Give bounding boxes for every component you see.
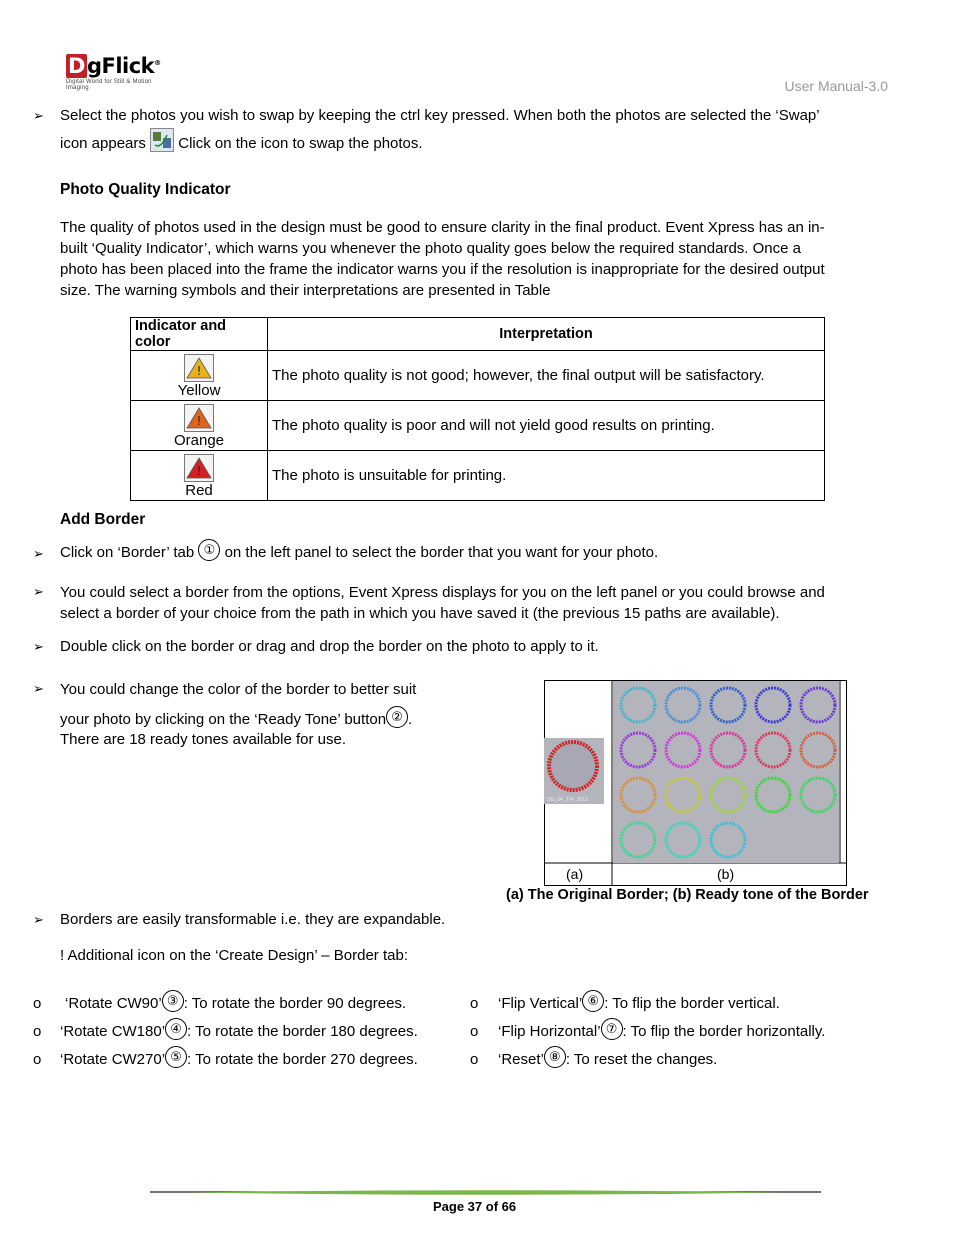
border-bullet-2: You could select a border from the options, Event Xpress displays for you on the left panel or you could browse and select a border of your choice from the path in which you have saved it (the previous 15 paths are available). [60,584,825,622]
red-warning-icon [184,454,214,482]
manual-version: User Manual-3.0 [784,78,888,94]
page-number: Page 37 of 66 [433,1199,517,1214]
bullet-icon: ➢ [33,639,44,654]
icon-list-right [470,990,890,1074]
bullet-icon: ➢ [33,681,44,696]
border-figure [544,680,847,884]
swap-line2: icon appears Click on the icon to swap the photos. [60,128,423,152]
icon-list-left [33,990,453,1074]
ready-tone-panel [613,681,839,863]
additional-icon-note: ! Additional icon on the ‘Create Design’ – Border tab: [60,947,408,964]
quality-paragraph: The quality of photos used in the design must be good to ensure clarity in the final product. Event Xpress has an in- built ‘Quality Indicator’, which warns you whenever the photo quality goes below the required standards. Once a photo has been placed into the frame the indicator warns you if the resolution is inappropriate for the desired output size. The warning symbols and their interpretations are presented in Table [60,219,825,299]
callout-2-icon: ② [386,706,408,728]
table-row [131,401,825,451]
bullet-icon: ➢ [33,912,44,927]
callout-4-icon: ④ [165,1018,187,1040]
figure-caption: (a) The Original Border; (b) Ready tone of the Border [506,887,869,903]
yellow-warning-icon [184,354,214,382]
quality-heading: Photo Quality Indicator [60,181,231,198]
bullet-icon: ➢ [33,546,44,561]
figure-label-b: (b) [717,866,735,882]
callout-5-icon: ⑤ [165,1046,187,1068]
indicator-color-name: Red [185,482,213,499]
table-col-indicator: Indicator and color [131,318,268,351]
list-item: o ‘Rotate CW180’ ④ : To rotate the border 180 degrees. [33,1018,453,1046]
callout-3-icon: ③ [162,990,184,1012]
callout-7-icon: ⑦ [601,1018,623,1040]
dgflick-logo: DgFlick® Digital World for Still & Motion Imaging [66,54,176,94]
border-bullet-4: You could change the color of the border to better suit your photo by clicking on the ‘Ready Tone’ button ② . There are 18 ready tones available for use. [60,681,417,748]
border-heading: Add Border [60,511,146,528]
swap-icon [150,128,174,152]
bullet-icon: ➢ [33,108,44,123]
interpretation-text: The photo is unsuitable for printing. [268,451,825,501]
interpretation-text: The photo quality is poor and will not yield good results on printing. [268,401,825,451]
thumb-caption: DG_04_274_1015 [547,797,588,803]
logo-tagline: Digital World for Still & Motion Imaging [66,79,152,91]
border-bullet-5: Borders are easily transformable i.e. they are expandable. [60,911,446,928]
quality-table [130,317,825,501]
swap-line1: Select the photos you wish to swap by keeping the ctrl key pressed. When both the photos are selected the ‘Swap’ [60,107,820,124]
svg-text:!: ! [196,464,202,478]
table-col-interpretation: Interpretation [268,318,825,351]
table-header-row [131,318,825,351]
callout-1-icon: ① [198,539,220,561]
orange-warning-icon [184,404,214,432]
svg-text:!: ! [196,414,202,428]
original-border-ring [549,742,597,790]
figure-label-a: (a) [566,866,584,882]
callout-8-icon: ⑧ [544,1046,566,1068]
border-bullet-3: Double click on the border or drag and drop the border on the photo to apply to it. [60,638,599,655]
list-item: o ‘Flip Vertical’ ⑥ : To flip the border vertical. [470,990,890,1018]
list-item: o ‘Flip Horizontal’ ⑦ : To flip the border horizontally. [470,1018,890,1046]
list-item: o ‘Rotate CW270’ ⑤ : To rotate the border 270 degrees. [33,1046,453,1074]
list-item: o ‘Rotate CW90’ ③ : To rotate the border 90 degrees. [33,990,453,1018]
svg-text:!: ! [196,364,202,378]
list-item: o ‘Reset’ ⑧ : To reset the changes. [470,1046,890,1074]
indicator-color-name: Yellow [177,382,221,399]
footer-divider [150,1189,821,1196]
table-row [131,351,825,401]
table-row [131,451,825,501]
bullet-icon: ➢ [33,584,44,599]
border-bullet-1: Click on ‘Border’ tab ① on the left panel to select the border that you want for your photo. [60,539,658,561]
indicator-color-name: Orange [173,432,225,449]
interpretation-text: The photo quality is not good; however, the final output will be satisfactory. [268,351,825,401]
border-figure-graphic [544,680,847,886]
callout-6-icon: ⑥ [582,990,604,1012]
